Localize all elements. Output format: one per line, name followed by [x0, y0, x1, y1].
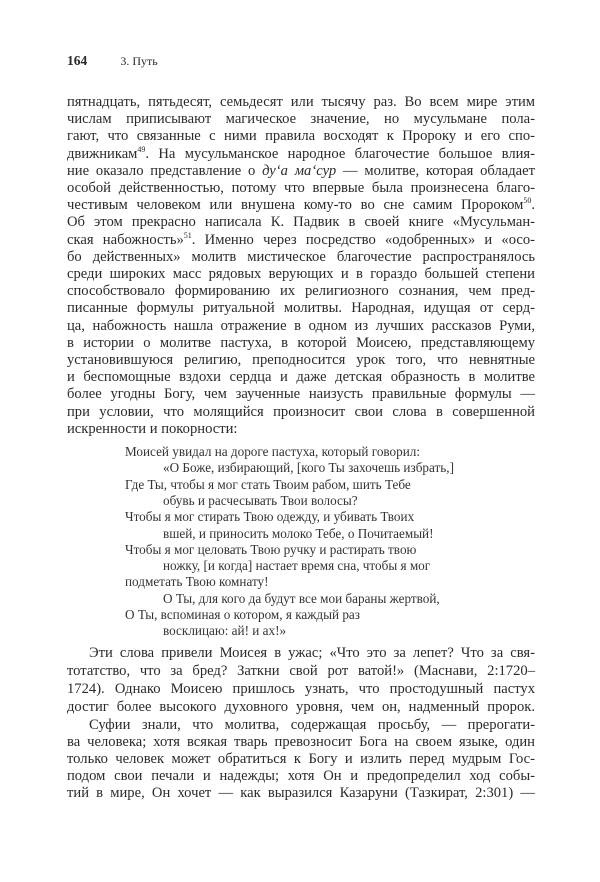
text-run: движникам	[67, 145, 138, 162]
running-header	[67, 53, 158, 69]
paragraph1-line	[67, 386, 535, 403]
paragraph2-line	[67, 699, 535, 716]
poem-line: подметать Твою комнату!	[125, 574, 269, 590]
paragraph2-line	[67, 663, 535, 680]
poem-line: Чтобы я мог целовать Твою ручку и растирать твою	[125, 541, 417, 557]
text-run: особой действенностью, потому что впервые была произнесена благо-	[67, 180, 535, 196]
text-run: Об этом прекрасно написала К. Падвик в своей книге «Мусульман-	[67, 214, 535, 231]
paragraph1-line	[67, 111, 535, 128]
poem-line: Моисей увидал на дороге пастуха, который говорил:	[125, 444, 421, 459]
poem-line: восклицаю: ай! и ах!»	[163, 623, 287, 639]
paragraph1-line	[67, 283, 535, 300]
paragraph1-line	[67, 249, 535, 266]
text-run: бо действенных» молитв мистическое благочестие распространялось	[67, 248, 535, 265]
text-run: достиг более высокого духовного уровня, чем он, надменный пророк.	[67, 699, 535, 715]
text-run: . Именно через посредство «одобренных» и «осо-	[191, 231, 536, 248]
text-run: 1724). Однако Моисею пришлось узнать, что простодушный пастух	[67, 681, 535, 697]
poem-line: О Ты, вспоминая о котором, я каждый раз	[125, 607, 360, 622]
paragraph3-line	[67, 751, 535, 768]
poem-line: О Ты, для кого да будут все мои бараны жертвой,	[163, 590, 440, 606]
text-run: Эти слова привели Моисея в ужас; «Что это за лепет? Что за свя-	[89, 645, 535, 661]
text-run: . На мусульманское народное благочестие большое влия-	[145, 145, 535, 162]
footnote-ref[interactable]: 51	[183, 230, 192, 240]
paragraph2-line	[89, 645, 535, 662]
paragraph1-line	[67, 128, 535, 145]
text-run: среди широких масс рядовых верующих и в гораздо большей степени	[67, 266, 535, 282]
paragraph1-line	[67, 404, 535, 421]
paragraph3-line	[67, 768, 535, 785]
text-run: более угодны Богу, чем заученные наизусть правильные формулы —	[67, 386, 535, 403]
text-run: числам приписывают магическое значение, но мусульмане пола-	[67, 111, 535, 128]
paragraph1-line	[67, 180, 535, 197]
text-run: — молитве, которая обладает	[336, 162, 536, 179]
text-run: подом свои печали и надежды; хотя Он и предопределил ход собы-	[67, 768, 535, 784]
paragraph3-line	[67, 785, 535, 802]
italic-term: ду‘а ма‘сур	[262, 162, 337, 179]
paragraph2-line	[67, 681, 535, 698]
paragraph1-line	[67, 163, 535, 180]
paragraph1-line	[67, 352, 535, 369]
paragraph1-line	[67, 146, 535, 163]
text-run: пятнадцать, пятьдесят, семьдесят или тысячу раз. Во всем мире этим	[67, 94, 535, 110]
paragraph1-line	[67, 369, 535, 386]
text-run: в истории о молитве пастуха, в которой Моисею, представляющему	[67, 334, 535, 351]
poem-line: вшей, и приносить молоко Тебе, о Почитаемый!	[163, 525, 434, 541]
paragraph1-line	[67, 300, 535, 317]
text-run: способствовало формированию их религиозного сознания, чем пред-	[67, 283, 535, 300]
paragraph1-line	[67, 197, 535, 214]
paragraph1-line	[67, 94, 535, 111]
paragraph1-line	[67, 318, 535, 335]
footnote-ref[interactable]: 49	[137, 144, 146, 154]
poem-line: ножку, [и когда] настает время сна, чтобы я мог	[163, 558, 431, 574]
paragraph3-line	[89, 717, 535, 734]
text-run: при условии, что молящийся произносит свои слова в совершенной	[67, 403, 535, 420]
text-run: тотатство, что за бред? Заткни свой рот ватой!» (Маснави, 2:1720–	[67, 663, 535, 679]
paragraph1-line	[67, 266, 535, 283]
paragraph1-line	[67, 232, 535, 249]
page-number: 164	[67, 53, 88, 68]
text-run: честивым человеком или внушена кому-то во сне самим Пророком	[67, 197, 524, 214]
paragraph1-line	[67, 335, 535, 352]
text-run: гают, что связанные с ними правила восходят к Пророку и его спо-	[67, 128, 535, 145]
poem-line: «О Боже, избирающий, [кого Ты захочешь избрать,]	[163, 460, 454, 476]
paragraph1-line	[67, 214, 535, 231]
text-run: установившуюся религию, преподносится урок того, что невнятные	[67, 352, 535, 368]
text-run: ца, набожность нашла отражение в одном из лучших рассказов Руми,	[67, 317, 535, 334]
paragraph1-line	[67, 421, 535, 438]
chapter-title: 3. Путь	[120, 54, 158, 68]
text-run: .	[531, 197, 535, 214]
text-run: писанные формулы ритуальной молитвы. Народная, идущая от серд-	[67, 300, 535, 317]
poem-line: Где Ты, чтобы я мог стать Твоим рабом, шить Тебе	[125, 476, 411, 492]
text-run: тий в мире, Он хочет — как выразился Казаруни (Тазкират, 2:301) —	[67, 785, 535, 801]
poem-line: Чтобы я мог стирать Твою одежду, и убивать Твоих	[125, 509, 415, 525]
text-run: ская набожность»	[67, 231, 184, 248]
footnote-ref[interactable]: 50	[523, 196, 532, 206]
text-run: и беспомощные вздохи сердца и даже детская образность в молитве	[67, 369, 535, 386]
paragraph3-line	[67, 734, 535, 751]
poem-line: обувь и расчесывать Твои волосы?	[163, 492, 358, 508]
text-run: только человек может обратиться к Богу и излить перед мудрым Гос-	[67, 751, 535, 767]
text-run: ние оказало представление о	[67, 162, 263, 179]
text-run: искренности и покорности:	[67, 420, 238, 437]
text-run: Суфии знали, что молитва, содержащая просьбу, — прерогати-	[89, 717, 535, 733]
text-run: ва человека; хотя всякая тварь превозносит Бога на своем языке, один	[67, 734, 535, 750]
